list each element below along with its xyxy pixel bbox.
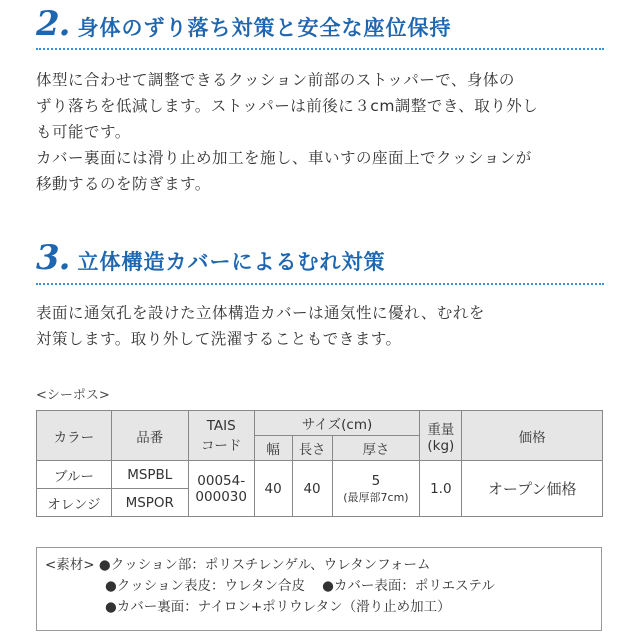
section-2-heading bbox=[36, 4, 452, 44]
cell-weight: 1.0 bbox=[420, 461, 462, 517]
header-length: 長さ bbox=[292, 436, 332, 461]
header-color: カラー bbox=[37, 411, 112, 461]
section-2-line: も可能です。 bbox=[36, 123, 131, 141]
table-row bbox=[37, 461, 603, 489]
cell-tais-line2: 000030 bbox=[195, 488, 247, 505]
cell-tais bbox=[188, 461, 254, 517]
section-3-body bbox=[36, 300, 606, 352]
header-tais bbox=[188, 411, 254, 461]
section-2-number: 2. bbox=[36, 4, 70, 44]
materials-item: ●クッション部：ポリスチレンゲル、ウレタンフォーム bbox=[98, 557, 431, 573]
section-2-title: 身体のずり落ち対策と安全な座位保持 bbox=[77, 16, 452, 40]
materials-row bbox=[45, 597, 601, 618]
section-2-line: 体型に合わせて調整できるクッション前部のストッパーで、身体の bbox=[36, 71, 515, 89]
spec-table bbox=[36, 410, 603, 517]
section-2-body bbox=[36, 67, 606, 197]
section-2-line: ずり落ちを低減します。ストッパーは前後に３cm調整でき、取り外し bbox=[36, 97, 539, 115]
cell-thickness-value: 5 bbox=[371, 472, 381, 489]
materials-label: <素材> bbox=[45, 557, 95, 573]
header-weight-line2: (kg) bbox=[427, 437, 455, 454]
cell-part-no: MSPOR bbox=[111, 489, 188, 517]
header-tais-line2: コード bbox=[200, 437, 242, 454]
header-weight-line1: 重量 bbox=[427, 421, 455, 438]
materials-row bbox=[45, 555, 601, 576]
header-weight bbox=[420, 411, 462, 461]
cell-width: 40 bbox=[254, 461, 292, 517]
materials-box bbox=[36, 547, 602, 631]
header-thickness: 厚さ bbox=[332, 436, 420, 461]
cell-color: ブルー bbox=[37, 461, 112, 489]
header-price: 価格 bbox=[462, 411, 603, 461]
table-caption: <シーポス> bbox=[36, 388, 110, 403]
cell-color: オレンジ bbox=[37, 489, 112, 517]
section-2-line: 移動するのを防ぎます。 bbox=[36, 175, 211, 193]
section-3-line: 対策します。取り外して洗濯することもできます。 bbox=[36, 330, 402, 348]
cell-part-no: MSPBL bbox=[111, 461, 188, 489]
header-width: 幅 bbox=[254, 436, 292, 461]
section-3-divider bbox=[36, 283, 604, 285]
section-3-heading bbox=[36, 238, 386, 278]
section-2-divider bbox=[36, 48, 604, 50]
section-3-number: 3. bbox=[36, 238, 70, 278]
materials-item: ●カバー表面：ポリエステル bbox=[322, 578, 495, 594]
section-2-line: カバー裏面には滑り止め加工を施し、車いすの座面上でクッションが bbox=[36, 149, 532, 167]
cell-tais-line1: 00054- bbox=[197, 472, 246, 489]
header-part-no: 品番 bbox=[111, 411, 188, 461]
materials-item: ●クッション表皮：ウレタン合皮 bbox=[105, 578, 305, 594]
section-3-line: 表面に通気孔を設けた立体構造カバーは通気性に優れ、むれを bbox=[36, 304, 485, 322]
materials-row bbox=[45, 576, 601, 597]
cell-thickness-note: (最厚部7cm) bbox=[343, 490, 409, 504]
section-3-title: 立体構造カバーによるむれ対策 bbox=[77, 250, 386, 274]
cell-thickness bbox=[332, 461, 420, 517]
cell-length: 40 bbox=[292, 461, 332, 517]
cell-price: オープン価格 bbox=[462, 461, 603, 517]
header-tais-line1: TAIS bbox=[206, 417, 236, 434]
header-size: サイズ(cm) bbox=[254, 411, 420, 436]
materials-item: ●カバー裏面：ナイロン+ポリウレタン（滑り止め加工） bbox=[105, 599, 451, 615]
